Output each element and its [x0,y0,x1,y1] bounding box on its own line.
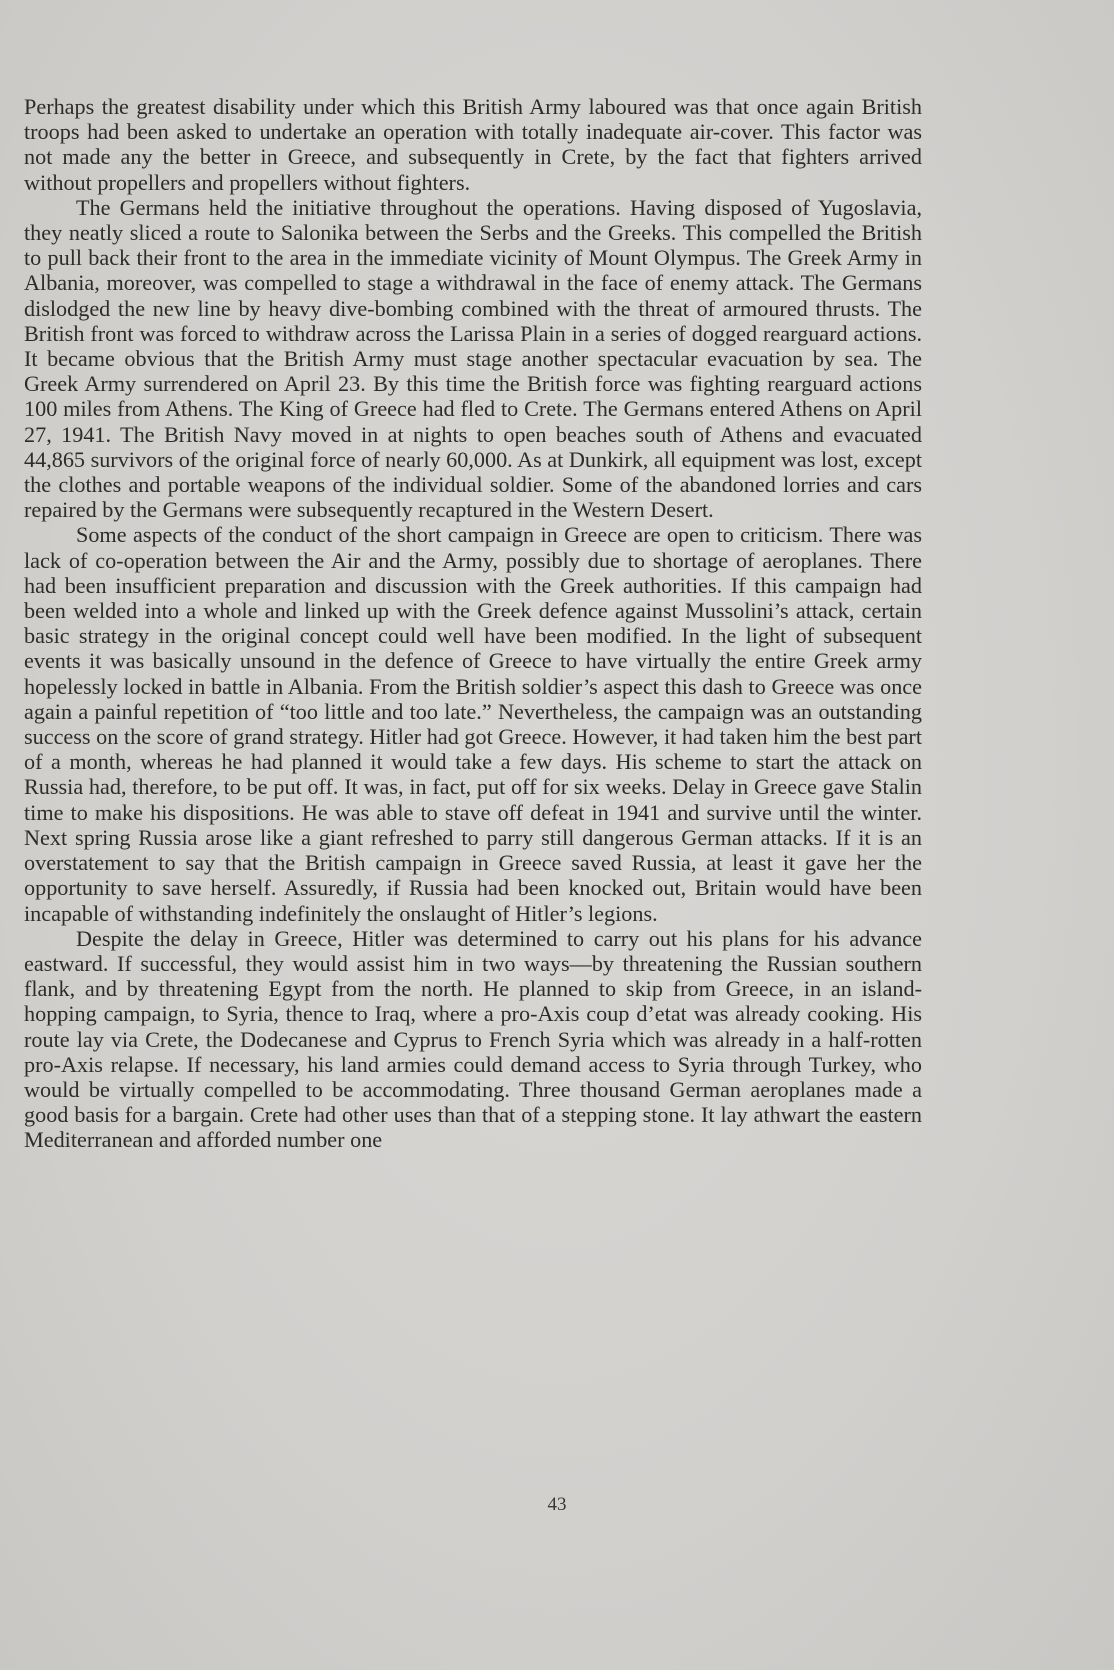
paragraph-2: The Germans held the initiative throughout the operations. Having disposed of Yugoslavia, they neatly sliced a route to Salonika between the Serbs and the Greeks. This compelled the British to pull back their front to the area in the immediate vicinity of Mount Olympus. The Greek Army in Albania, moreover, was compelled to stage a withdrawal in the face of enemy attack. The Germans dislodged the new line by heavy dive-bombing combined with the threat of armoured thrusts. The British front was forced to withdraw across the Larissa Plain in a series of dogged rearguard actions. It became obvious that the British Army must stage another spectacular evacuation by sea. The Greek Army surrendered on April 23. By this time the British force was fighting rearguard actions 100 miles from Athens. The King of Greece had fled to Crete. The Germans entered Athens on April 27, 1941. The British Navy moved in at nights to open beaches south of Athens and evacuated 44,865 survivors of the original force of nearly 60,000. As at Dunkirk, all equipment was lost, except the clothes and portable weapons of the individual soldier. Some of the abandoned lorries and cars repaired by the Germans were subsequently recaptured in the Western Desert. [24,194,922,523]
body-text [24,94,922,1153]
paragraph-3: Some aspects of the conduct of the short campaign in Greece are open to criticism. There was lack of co-operation between the Air and the Army, possibly due to shortage of aeroplanes. There had been insufficient preparation and discussion with the Greek authorities. If this campaign had been welded into a whole and linked up with the Greek defence against Mussolini’s attack, certain basic strategy in the original concept could well have been modified. In the light of subsequent events it was basically unsound in the defence of Greece to have virtually the entire Greek army hopelessly locked in battle in Albania. From the British soldier’s aspect this dash to Greece was once again a painful repetition of “too little and too late.” Nevertheless, the campaign was an outstanding success on the score of grand strategy. Hitler had got Greece. However, it had taken him the best part of a month, whereas he had planned it would take a few days. His scheme to start the attack on Russia had, therefore, to be put off. It was, in fact, put off for six weeks. Delay in Greece gave Stalin time to make his dispositions. He was able to stave off defeat in 1941 and survive until the winter. Next spring Russia arose like a giant refreshed to parry still dangerous German attacks. If it is an overstatement to say that the British campaign in Greece saved Russia, at least it gave her the opportunity to save herself. Assuredly, if Russia had been knocked out, Britain would have been incapable of withstanding indefinitely the onslaught of Hitler’s legions. [24,522,922,926]
page-number: 43 [547,1494,567,1515]
paragraph-1: Perhaps the greatest disability under which this British Army laboured was that once again British troops had been asked to undertake an operation with totally inadequate air-cover. This factor was not made any the better in Greece, and subsequently in Crete, by the fact that fighters arrived without propellers and propellers without fighters. [24,94,922,195]
paragraph-4: Despite the delay in Greece, Hitler was determined to carry out his plans for his advance eastward. If successful, they would assist him in two ways—by threatening the Russian southern flank, and by threatening Egypt from the north. He planned to skip from Greece, in an island-hopping campaign, to Syria, thence to Iraq, where a pro-Axis coup d’etat was already cooking. His route lay via Crete, the Dodecanese and Cyprus to French Syria which was already in a half-rotten pro-Axis relapse. If necessary, his land armies could demand access to Syria through Turkey, who would be virtually compelled to be accommodating. Three thousand German aeroplanes made a good basis for a bargain. Crete had other uses than that of a stepping stone. It lay athwart the eastern Mediterranean and afforded number one [24,925,922,1153]
